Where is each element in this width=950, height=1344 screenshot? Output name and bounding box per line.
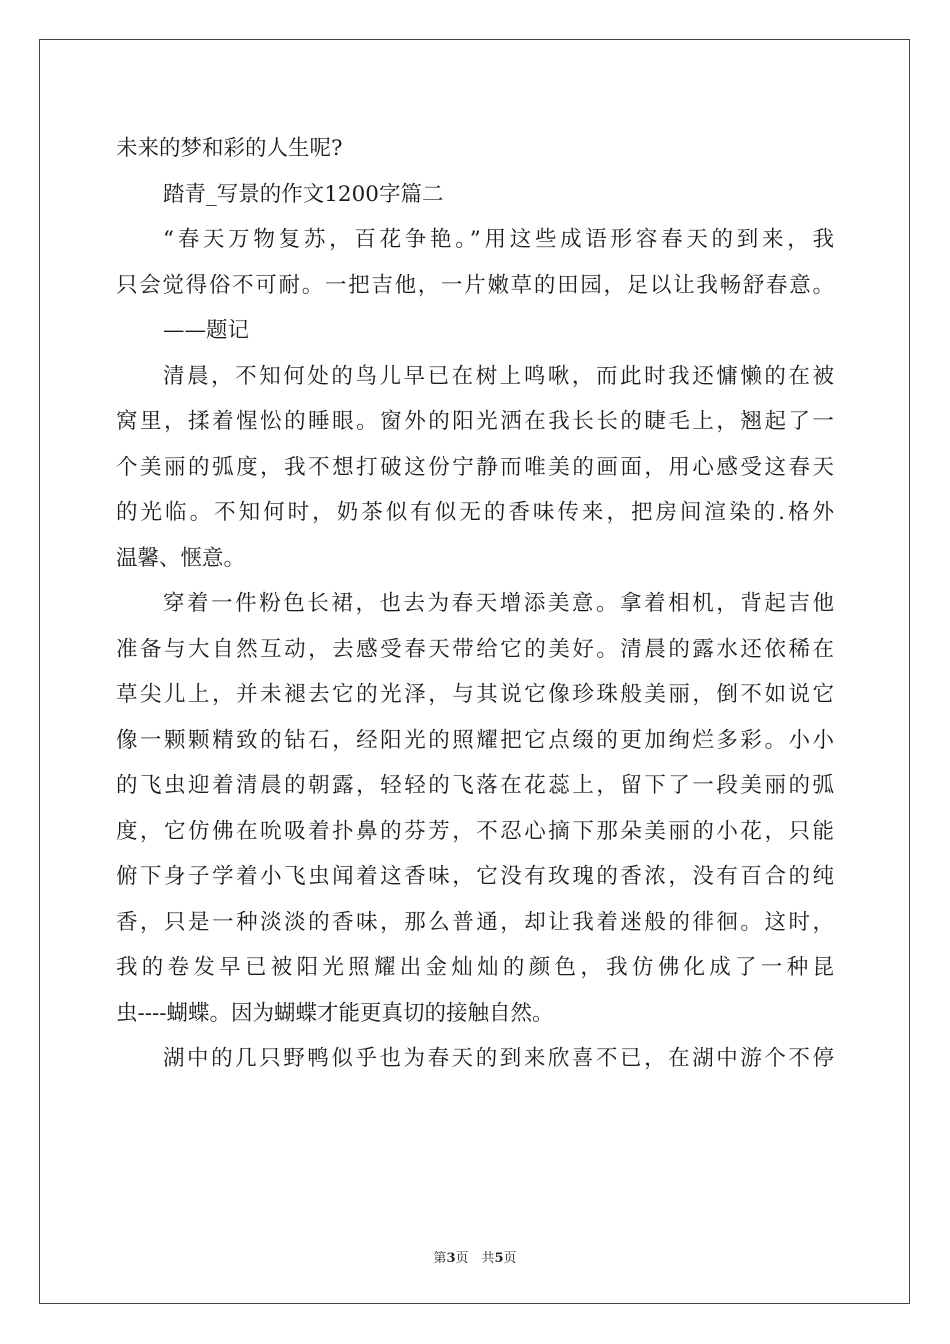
page-footer [0,1247,950,1266]
text-line: 窝里，揉着惺忪的睡眼。窗外的阳光洒在我长长的睫毛上，翘起了一 [116,409,834,434]
text-line: 湖中的几只野鸭似乎也为春天的到来欣喜不已，在湖中游个不停 [163,1046,834,1071]
text-line: “春天万物复苏，百花争艳。”用这些成语形容春天的到来，我 [163,227,834,252]
page-mid: 页 共 [455,1251,495,1266]
page-total-number: 5 [494,1251,504,1266]
text-line: 个美丽的弧度，我不想打破这份宁静而唯美的画面，用心感受这春天 [116,454,834,480]
text-line: 草尖儿上，并未褪去它的光泽，与其说它像珍珠般美丽，倒不如说它 [116,682,834,707]
text-line: 香，只是一种淡淡的香味，那么普通，却让我着迷般的徘徊。这时， [116,909,834,935]
section-heading: 踏青_写景的作文1200字篇二 [163,181,444,207]
text-line: 清晨，不知何处的鸟儿早已在树上鸣啾，而此时我还慵懒的在被 [163,363,834,389]
page-suffix: 页 [503,1251,517,1266]
page-prefix: 第 [433,1251,447,1266]
document-body [116,126,834,1082]
text-line: 的飞虫迎着清晨的朝露，轻轻的飞落在花蕊上，留下了一段美丽的弧 [116,773,834,798]
text-line: 未来的梦和彩的人生呢? [116,136,343,161]
text-line: 的光临。不知何时，奶茶似有似无的香味传来，把房间渲染的.格外 [116,500,834,525]
page-current-number: 3 [446,1251,456,1266]
text-line: 像一颗颗精致的钻石，经阳光的照耀把它点缀的更加绚烂多彩。小小 [116,727,834,753]
text-line: 度，它仿佛在吮吸着扑鼻的芬芳，不忍心摘下那朵美丽的小花，只能 [116,818,834,844]
text-line: 穿着一件粉色长裙，也去为春天增添美意。拿着相机，背起吉他 [163,591,834,616]
text-line: 虫----蝴蝶。因为蝴蝶才能更真切的接触自然。 [116,1000,554,1026]
text-line: 只会觉得俗不可耐。一把吉他，一片嫩草的田园，足以让我畅舒春意。 [116,272,834,298]
text-line: 我的卷发早已被阳光照耀出金灿灿的颜色，我仿佛化成了一种昆 [116,955,834,980]
text-line: 俯下身子学着小飞虫闻着这香味，它没有玫瑰的香浓，没有百合的纯 [116,864,834,889]
text-line: 准备与大自然互动，去感受春天带给它的美好。清晨的露水还依稀在 [116,636,834,662]
text-line: 温馨、惬意。 [116,545,246,571]
epigraph-attribution: ——题记 [163,318,250,343]
